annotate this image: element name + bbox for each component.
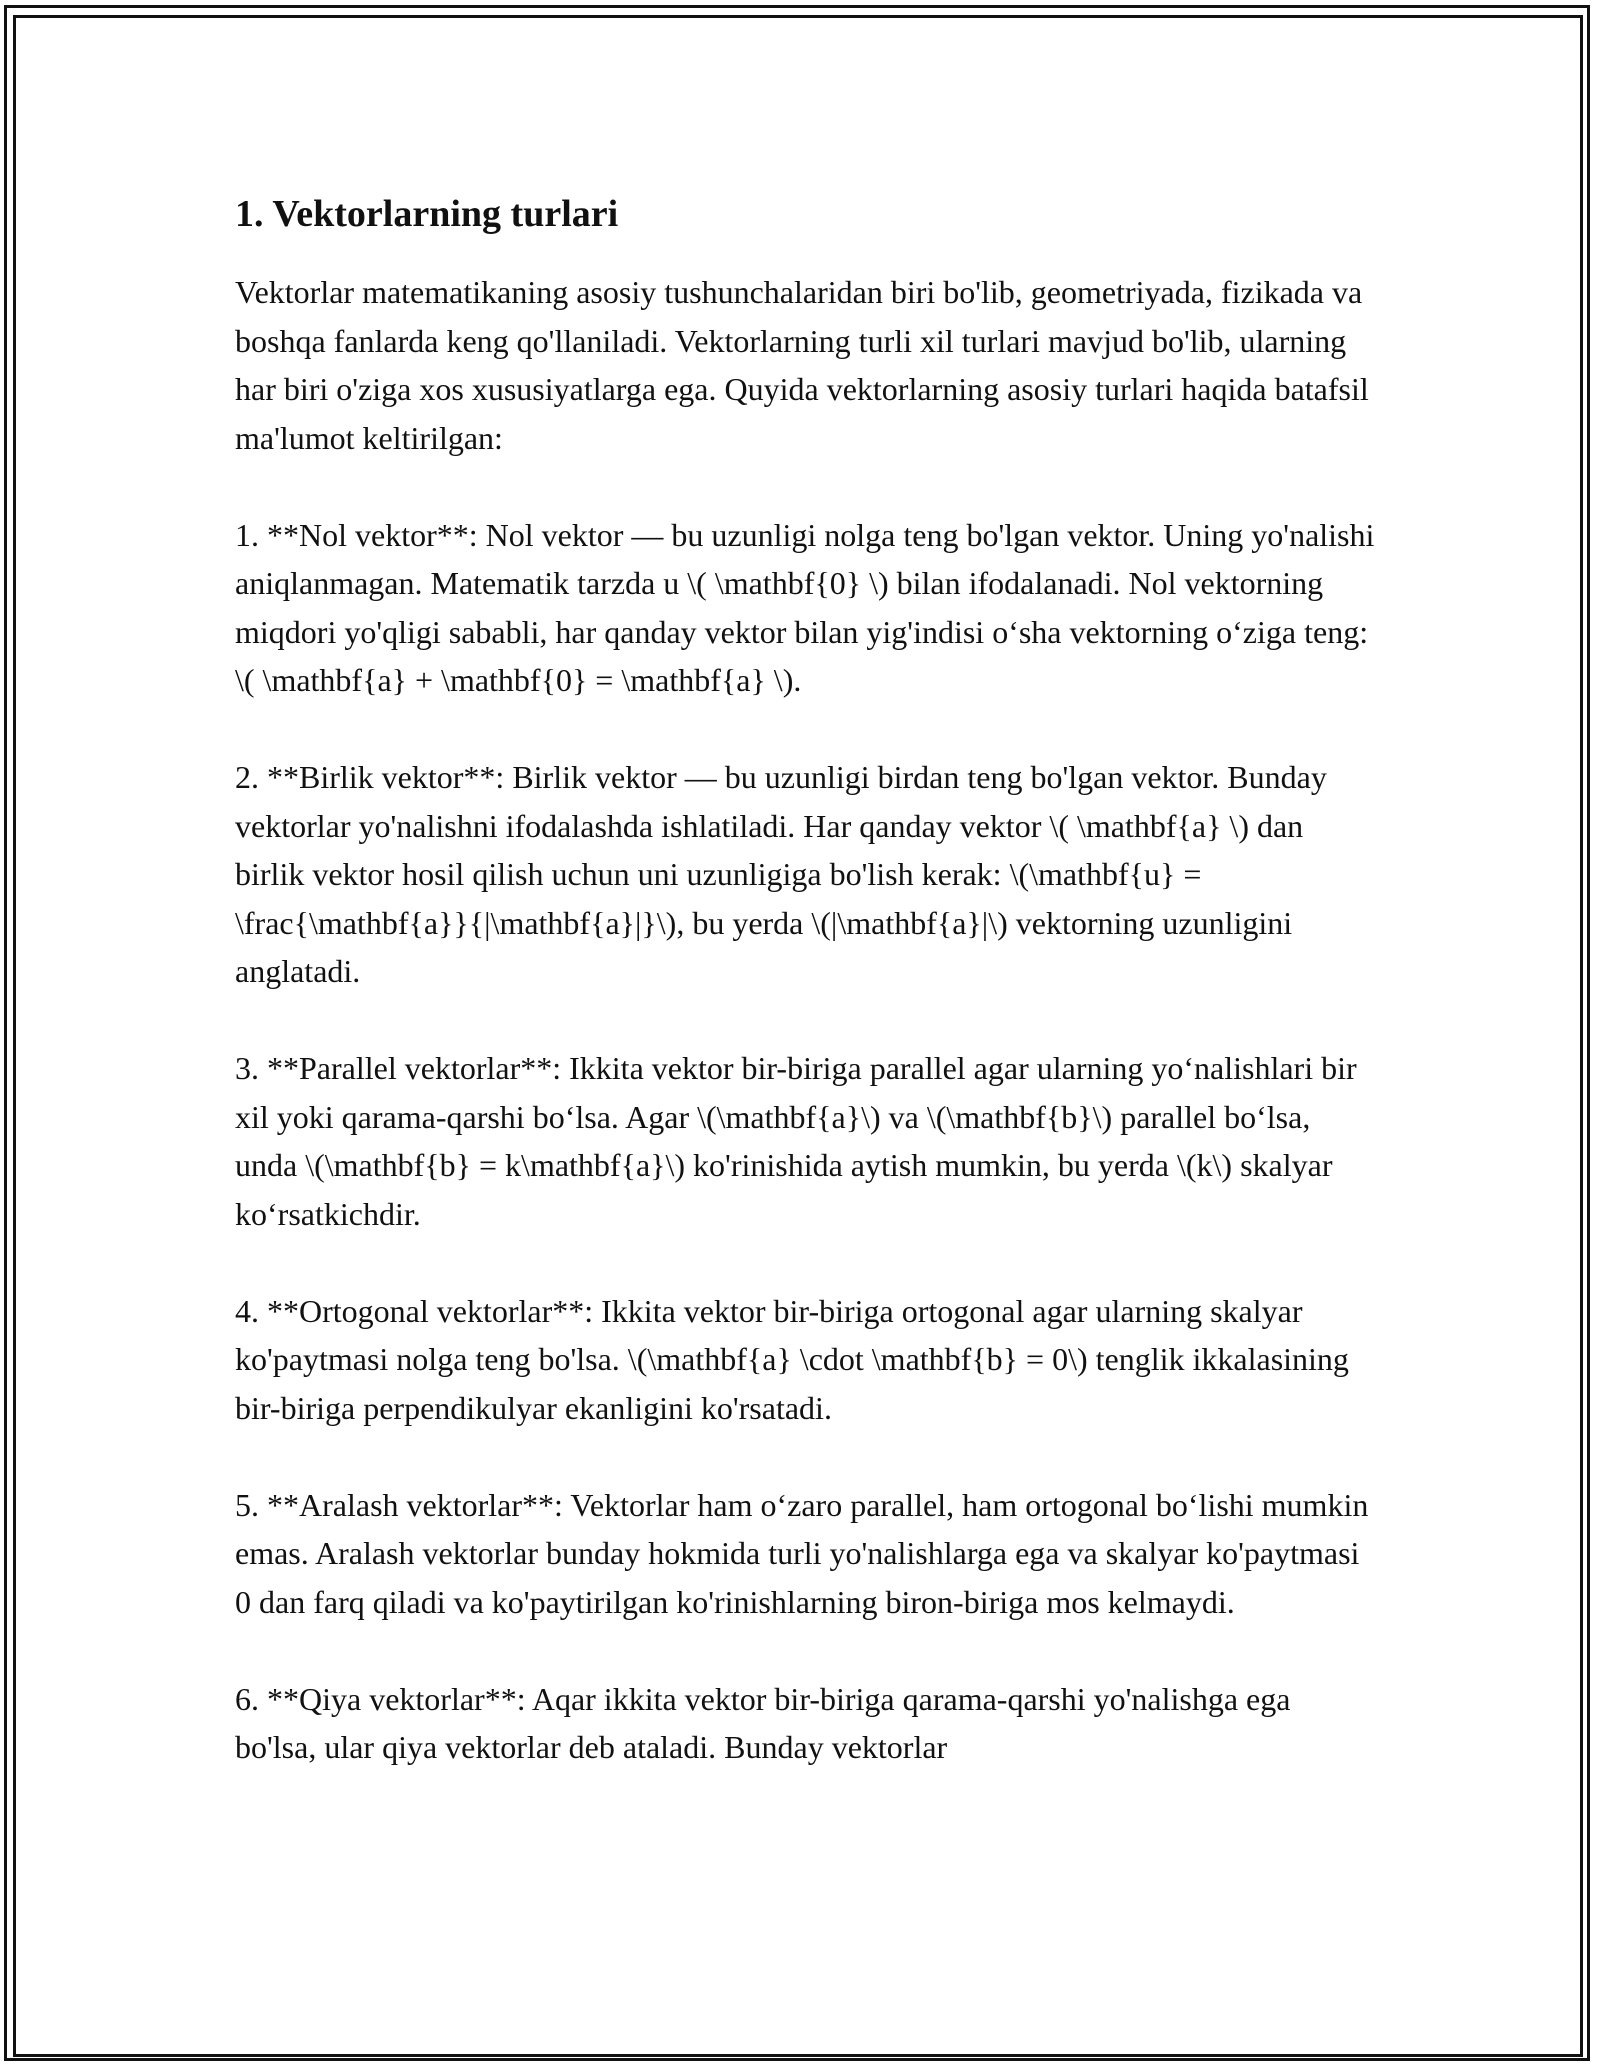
intro-paragraph: Vektorlar matematikaning asosiy tushunchalaridan biri bo'lib, geometriyada, fizikada va boshqa fanlarda keng qo'llaniladi. Vektorlarning turli xil turlari mavjud bo'lib, ularning har biri o'ziga xos xususiyatlarga ega. Quyida vektorlarning asosiy turlari haqida batafsil ma'lumot keltirilgan: [235,274,1369,456]
paragraph-nol-vektor: 1. **Nol vektor**: Nol vektor — bu uzunligi nolga teng bo'lgan vektor. Uning yo'nalishi aniqlanmagan. Matematik tarzda u \( \mathbf{0} \) bilan ifodalanadi. Nol vektorning miqdori yo'qligi sababli, har qanday vektor bilan yig'indisi o‘sha vektorning o‘ziga teng: \( \mathbf{a} + \mathbf{0} = \mathbf{a} \). [235,516,1375,698]
paragraph-ortogonal-vektorlar: 4. **Ortogonal vektorlar**: Ikkita vektor bir-biriga ortogonal agar ularning skalyar ko'paytmasi nolga teng bo'lsa. \(\mathbf{a} \cdot \mathbf{b} = 0\) tenglik ikkalasining bir-biriga perpendikulyar ekanligini ko'rsatadi. [235,1292,1349,1426]
section-heading: 1. Vektorlarning turlari [235,193,619,235]
document-body [235,186,1375,1820]
paragraph-parallel-vektorlar: 3. **Parallel vektorlar**: Ikkita vektor bir-biriga parallel agar ularning yo‘nalishlari bir xil yoki qarama-qarshi bo‘lsa. Agar \(\mathbf{a}\) va \(\mathbf{b}\) parallel bo‘lsa, unda \(\mathbf{b} = k\mathbf{a}\) ko'rinishida aytish mumkin, bu yerda \(k\) skalyar ko‘rsatkichdir. [235,1050,1357,1232]
paragraph-aralash-vektorlar: 5. **Aralash vektorlar**: Vektorlar ham o‘zaro parallel, ham ortogonal bo‘lishi mumkin emas. Aralash vektorlar bunday hokmida turli yo'nalishlarga ega va skalyar ko'paytmasi 0 dan farq qiladi va ko'paytirilgan ko'rinishlarning biron-biriga mos kelmaydi. [235,1486,1369,1620]
paragraph-qiya-vektorlar: 6. **Qiya vektorlar**: Aqar ikkita vektor bir-biriga qarama-qarshi yo'nalishga ega bo'lsa, ular qiya vektorlar deb ataladi. Bunday vektorlar [235,1680,1291,1765]
paragraph-birlik-vektor: 2. **Birlik vektor**: Birlik vektor — bu uzunligi birdan teng bo'lgan vektor. Bunday vektorlar yo'nalishni ifodalashda ishlatiladi. Har qanday vektor \( \mathbf{a} \) dan birlik vektor hosil qilish uchun uni uzunligiga bo'lish kerak: \(\mathbf{u} = \frac{\mathbf{a}}{|\mathbf{a}|}\), bu yerda \(|\mathbf{a}|\) vektorning uzunligini anglatadi. [235,759,1327,989]
